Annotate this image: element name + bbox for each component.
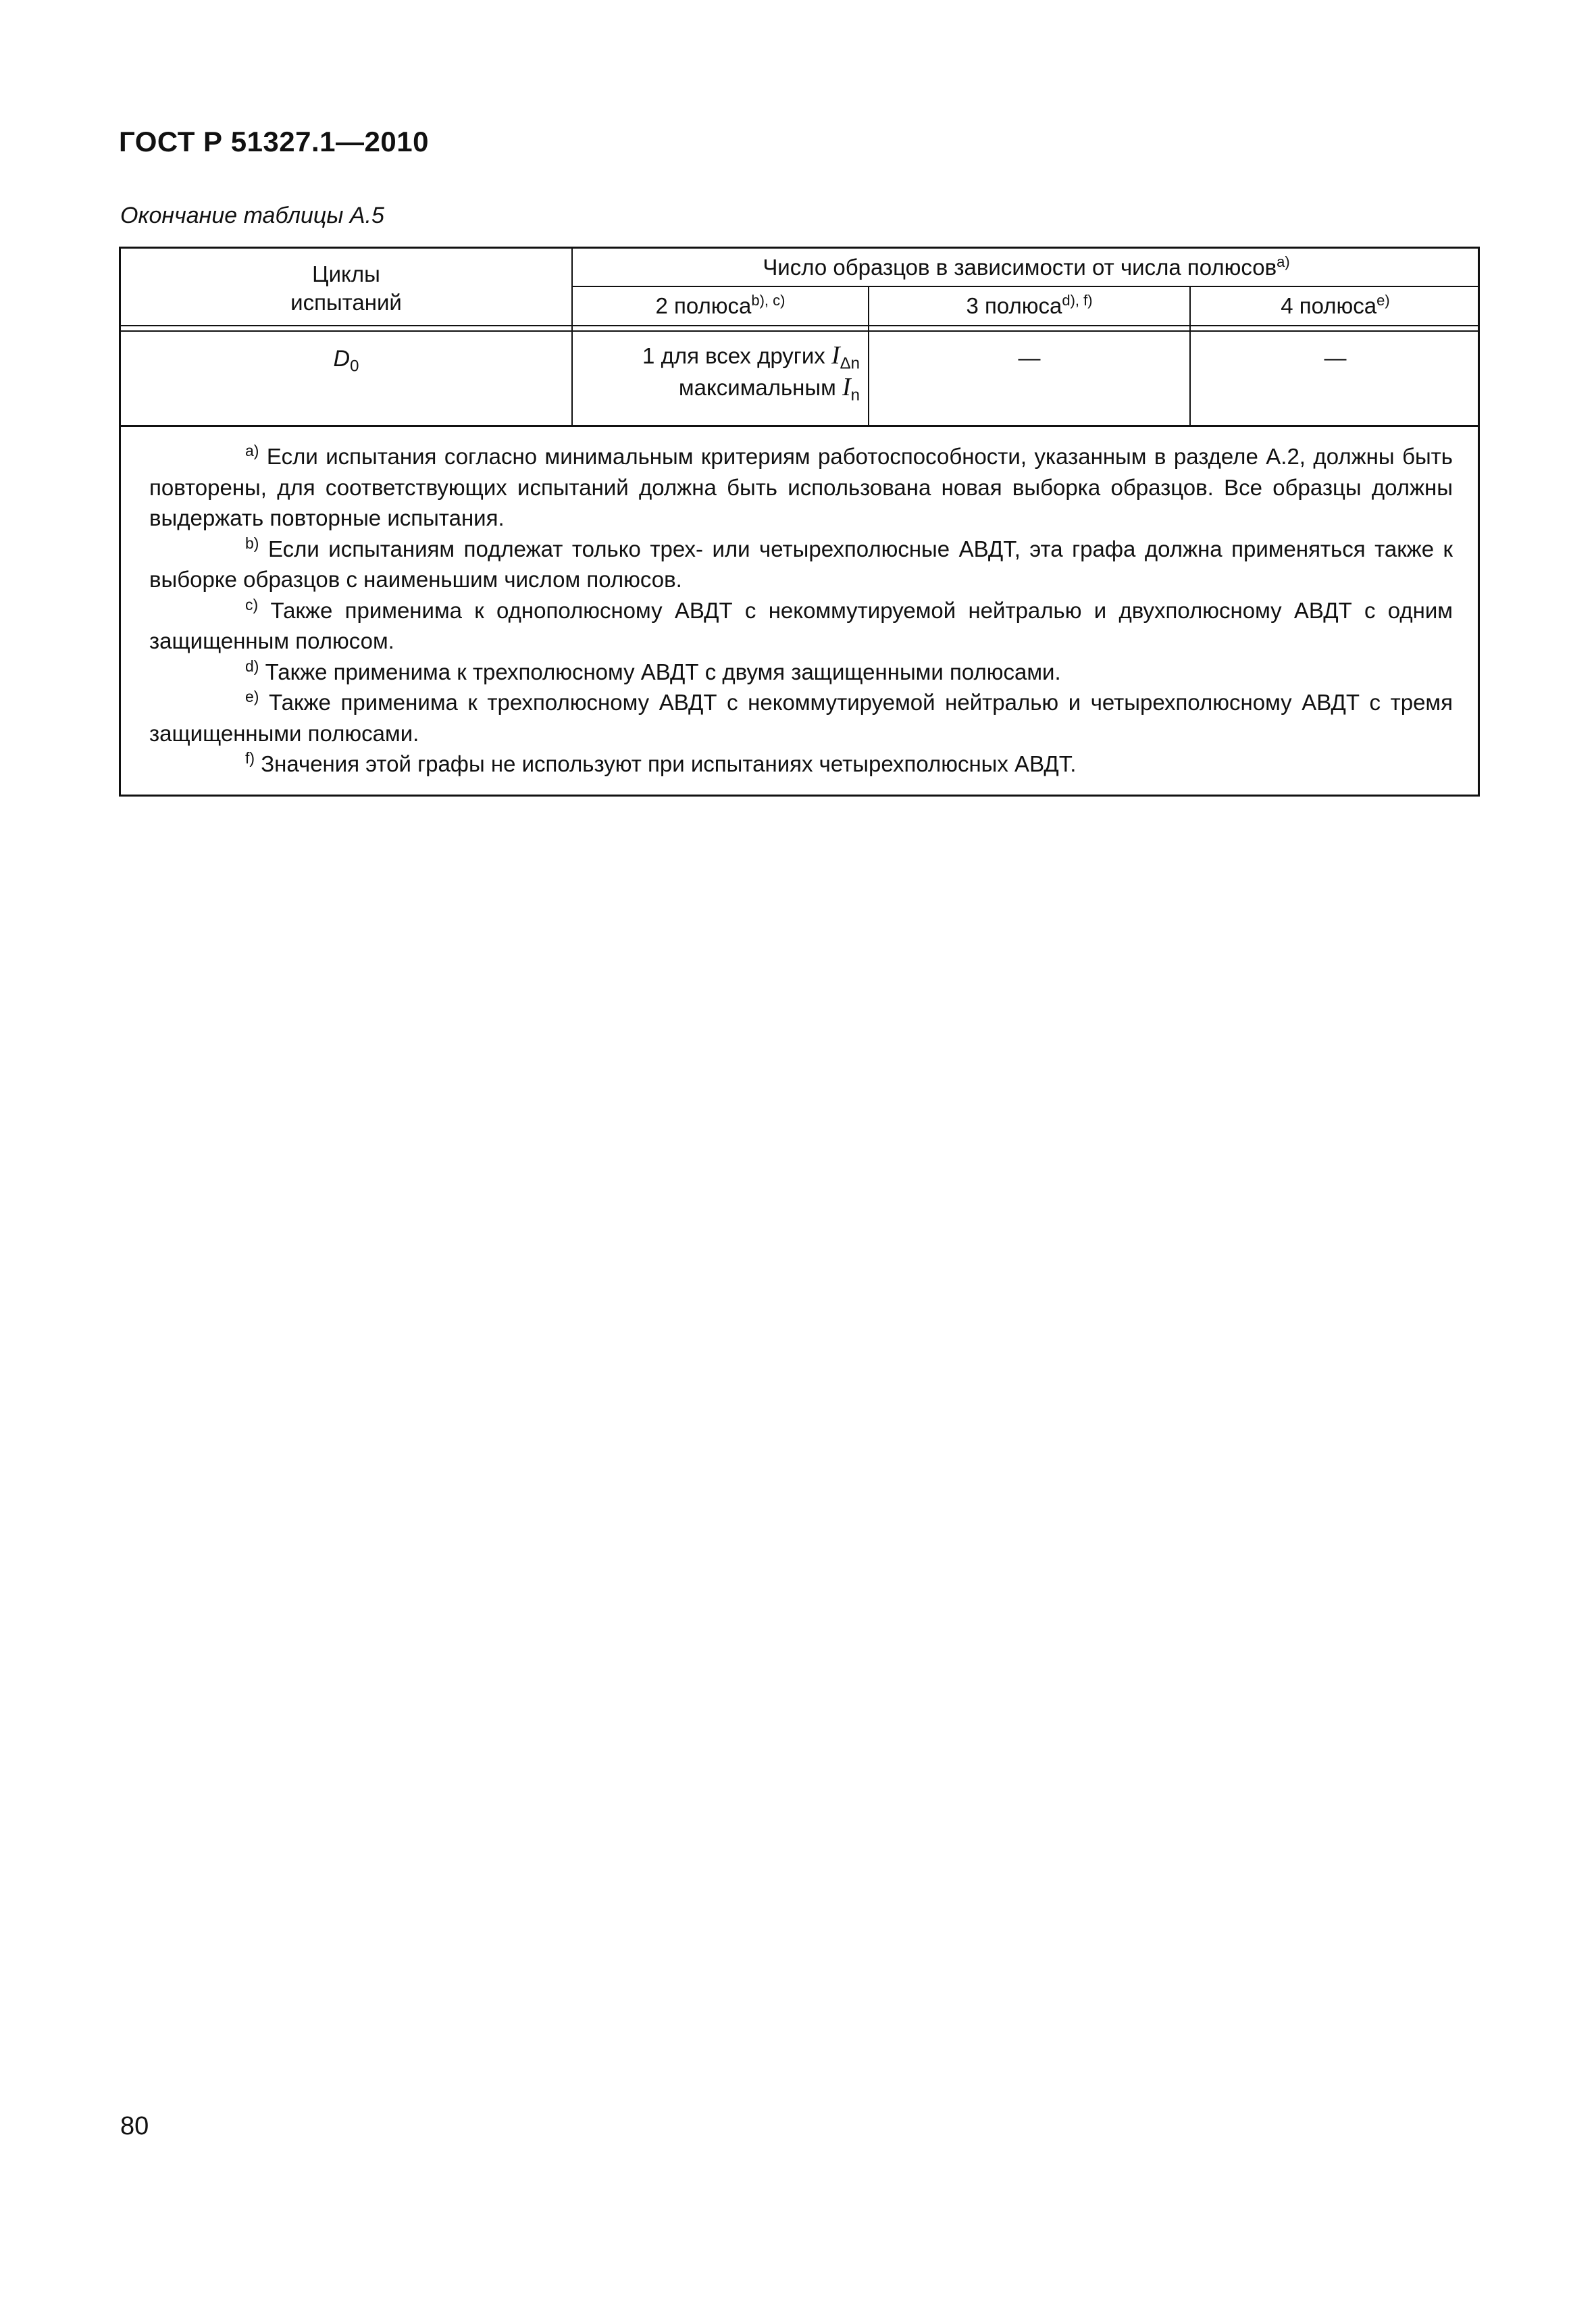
- footnote-f-mark: f): [245, 749, 255, 767]
- table-caption: Окончание таблицы А.5: [120, 203, 384, 228]
- cell-3-poles-value: —: [1018, 345, 1041, 370]
- footnote-f: [149, 749, 1453, 780]
- value-line1-symbol: I: [831, 341, 840, 370]
- footnote-a: [149, 441, 1453, 534]
- footnote-e-mark: e): [245, 688, 259, 705]
- header-4-poles: [1191, 287, 1480, 325]
- footnote-b-text: Если испытаниям подлежат только трех- или четырехполюсные АВДТ, эта графа должна применяться также к выборке образцов с наименьшим числом полюсов.: [149, 536, 1453, 592]
- header-samples-group: [573, 249, 1480, 286]
- cell-2-poles-value: [573, 341, 860, 409]
- header-cycles-line1: Циклы: [312, 261, 380, 286]
- footnote-a-text: Если испытания согласно минимальным критериям работоспособности, указанным в разделе А.2, должны быть повторены, для соответствующих испытаний должна быть использована новая выборка образцов. Все образцы должны выдержать повторные испытания.: [149, 444, 1453, 530]
- header-4-poles-label: 4 полюса: [1281, 293, 1377, 318]
- cell-cycle-d0: [121, 342, 571, 376]
- header-samples-text: Число образцов в зависимости от числа полюсов: [763, 254, 1277, 280]
- footnote-c-text: Также применима к однополюсному АВДТ с некоммутируемой нейтралью и двухполюсному АВДТ с одним защищенным полюсом.: [149, 597, 1453, 653]
- footnote-b-mark: b): [245, 534, 259, 552]
- footnote-d-mark: d): [245, 657, 259, 675]
- header-3-poles: [869, 287, 1189, 325]
- footnote-e: [149, 687, 1453, 749]
- header-double-rule-bottom: [121, 330, 1480, 332]
- value-line1-text: 1 для всех других: [642, 343, 831, 368]
- header-cycles-line2: испытаний: [290, 290, 402, 315]
- notes-rule: [121, 425, 1480, 427]
- table-footnotes: [149, 441, 1453, 780]
- header-2-poles-label: 2 полюса: [655, 293, 752, 318]
- header-double-rule-top: [121, 325, 1480, 326]
- header-samples-sup: a): [1277, 253, 1290, 270]
- header-3-poles-label: 3 полюса: [966, 293, 1062, 318]
- value-line2-symbol: I: [842, 373, 851, 401]
- value-line1-subscript: Δn: [840, 354, 860, 373]
- value-line2-text: максимальным: [678, 375, 842, 400]
- header-cycles: [121, 258, 571, 319]
- page-number: 80: [120, 2112, 149, 2140]
- footnote-e-text: Также применима к трехполюсному АВДТ с некоммутируемой нейтралью и четырехполюсному АВДТ с тремя защищенными полюсами.: [149, 690, 1453, 746]
- footnote-f-text: Значения этой графы не используют при испытаниях четырехполюсных АВДТ.: [255, 751, 1077, 776]
- header-2-poles: [573, 287, 868, 325]
- cycle-symbol: D: [333, 346, 351, 372]
- cell-4-poles-value: —: [1324, 345, 1347, 370]
- footnote-c: [149, 595, 1453, 657]
- header-4-poles-sup: e): [1376, 292, 1390, 309]
- footnote-d-text: Также применима к трехполюсному АВДТ с двумя защищенными полюсами.: [259, 659, 1061, 684]
- value-line2-subscript: n: [850, 386, 860, 405]
- header-3-poles-sup: d), f): [1062, 292, 1093, 309]
- footnote-a-mark: a): [245, 442, 259, 459]
- footnote-d: [149, 657, 1453, 688]
- footnote-c-mark: c): [245, 595, 259, 613]
- header-2-poles-sup: b), c): [751, 292, 786, 309]
- table-a5: [119, 247, 1480, 797]
- cycle-subscript: 0: [350, 357, 359, 376]
- footnote-b: [149, 534, 1453, 595]
- document-title: ГОСТ Р 51327.1—2010: [119, 126, 429, 157]
